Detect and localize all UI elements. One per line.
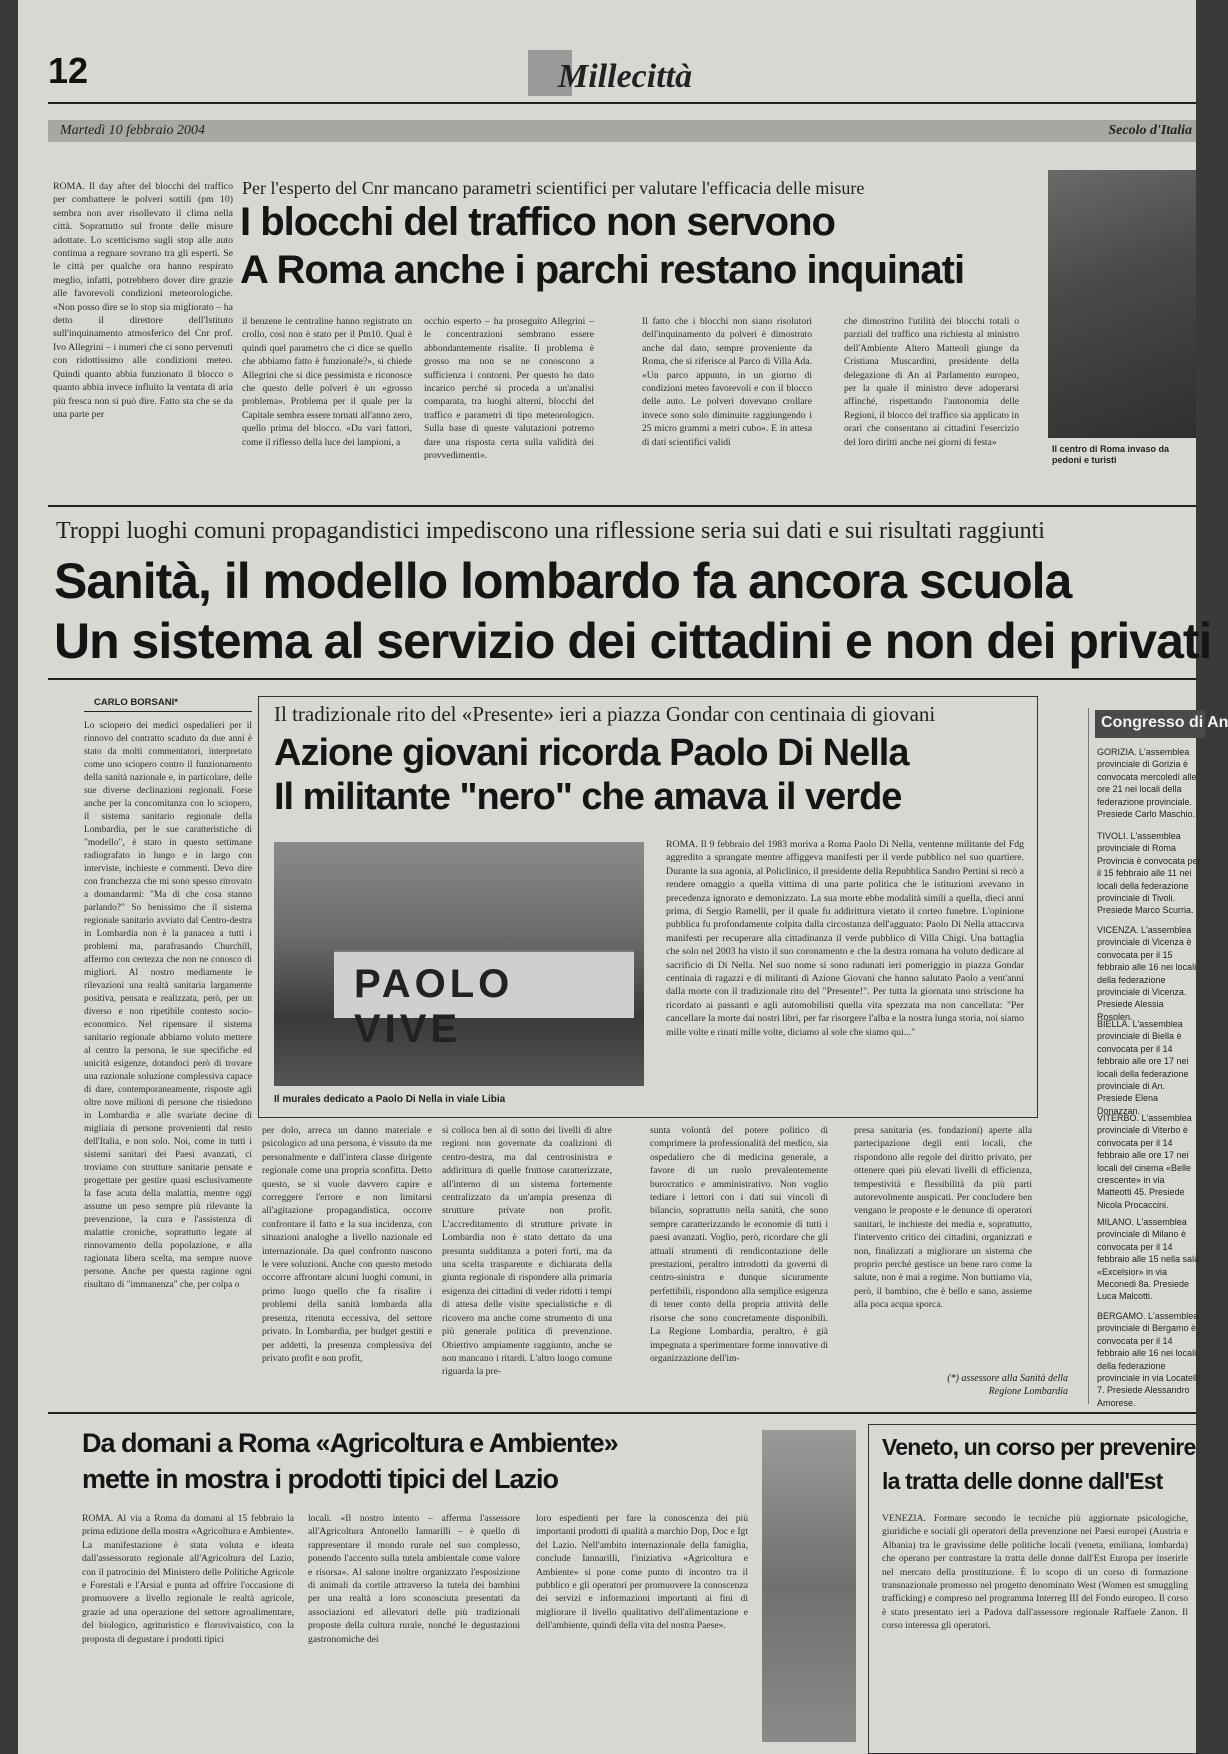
story5-headline2: la tratta delle donne dall'Est <box>882 1468 1163 1494</box>
story4-column-1: ROMA. Al via a Roma da domani al 15 febbraio la prima edizione della mostra «Agricoltura e Ambiente». La manifestazione è stata voluta e ideata dall'assessorato regionale all'Agricoltura del Lazio, con il patrocinio del Ministero delle Politiche Agricole e Forestali e l'Arsial e punta ad offrire l'occasione di promuovere a livello regionale le realtà agricole, grazie ad una operazione del settore agroalimentare, del biologico, agrituristico e florovivaistico, con la proposta di degustare i prodotti tipici <box>82 1513 294 1645</box>
story3-photo-caption: Il murales dedicato a Paolo Di Nella in viale Libia <box>274 1094 506 1105</box>
header-band <box>48 120 1196 142</box>
story3-headline1: Azione giovani ricorda Paolo Di Nella <box>274 732 909 774</box>
story2-column-5: presa sanitaria (es. fondazioni) aperte alla partecipazione degli enti locali, che rispondono alle regole del diritto privato, per ottenere quei più elevati livelli di efficienza, tempestività e flessibilità da più parti autorevolmente auspicati. Per concludere ben vengano le proposte e le denunce di operatori sanitari, le inchieste dei media e, soprattutto, l'intervento critico dei cittadini, organizzati e non, finalizzati a migliorare un sistema che proprio perché gestisce un bene raro come la salute, non è mai a regime. Non buttiamo via, però, il bambino, che è bello e sano, assieme alla poca acqua sporca. <box>854 1125 1032 1311</box>
sidebar-title-text: Congresso di An <box>1101 714 1228 731</box>
section-logo-text: Millecittà <box>558 58 693 95</box>
story2-column-1: Lo sciopero dei medici ospedalieri per il rinnovo del contratto scaduto da due anni è stato da molti commentatori, interpretato come uno sciopero contro il funzionamento della sanità nazionale e, in particolare, delle sue diverse declinazioni regionali. Forse anche per la concomitanza con lo sciopero, il sistema sanitario regionale della Lombardia, per le sue caratteristiche di "modello", è stato in questo settimane radiografato in lungo e in largo con interviste, inchieste e commenti. Devo dire con franchezza che mi sono spesso ritrovato a domandarmi: "Ma di che cosa stanno parlando?" So benissimo che il sistema regionale sanitario avviato dal Centro-destra in Lombardia non è la panacea a tutti i problemi ma, parafrasando Churchill, affermo con certezza che non ne conosco di migliori. Al nostro mediamente le rilevazioni una realtà sanitaria largamente positiva, pensata e realizzata, però, per un diverso e non ripetibile contesto socio-economico. Nel ripensare il sistema sanitario regionale abbiamo voluto mettere al centro la persona, le sue specifiche ed unicità esigenze, dotandoci però di trovare una razionale soluzione complessiva capace di dare, contemporaneamente, risposte agli oltre nove milioni di persone che risiedono in Lombardia e alle svariate decine di migliaia di persone provenienti dal resto dell'Italia, e non solo. Noi, come in tutti i sistemi sanitari dei Paesi avanzati, ci troviamo con strutture sanitarie pensate e progettate per gestire quasi esclusivamente la fase acuta della malattia, mentre oggi assume un peso sempre più rilevante la prevenzione, la cura e l'assistenza di malattie croniche, soprattutto legate al rinnovamento della popolazione, e alla ragionata libera scelta, ma sempre nuove persone. Anche per questa ragione ogni risultato di "immanenza" che, per colpa o <box>84 721 252 1290</box>
story1-kicker: Per l'esperto del Cnr mancano parametri scientifici per valutare l'efficacia delle misure <box>242 178 865 198</box>
mural-wall <box>334 950 634 1051</box>
story2-byline: CARLO BORSANI* <box>94 697 178 708</box>
story4-headline1: Da domani a Roma «Agricoltura e Ambiente» <box>82 1428 618 1458</box>
story1-headline2: A Roma anche i parchi restano inquinati <box>240 248 965 292</box>
header-rule <box>48 102 1196 104</box>
sidebar-title <box>1095 710 1228 738</box>
story3-photo <box>274 842 644 1086</box>
story5-body: VENEZIA. Formare secondo le tecniche più aggiornate psicologiche, giuridiche e sociali gli operatori della prevenzione nei Paesi europei (Austria e Albania) tra le gravissime delle politiche locali (veneta, emiliana, lombarda) che operano per contrastare la tratta delle donne dall'Est Europa per inserirle nel mercato della prostituzione. È lo scopo di un corso di formazione transnazionale promosso nel progetto denominato West (Women est smuggling trafficking) e compreso nel programma Interreg III del Fondo europeo. Il corso è stato presentato ieri a Padova dall'assessore regionale Raffaele Zanon. Il corso interessa gli operatori. <box>882 1513 1188 1632</box>
story2-headline-rule <box>48 678 1196 680</box>
story2-kicker: Troppi luoghi comuni propagandistici impediscono una riflessione seria sui dati e sui risultati raggiunti <box>56 518 1045 544</box>
masthead-right: Secolo d'Italia <box>1108 123 1192 138</box>
issue-date: Martedì 10 febbraio 2004 <box>60 123 206 138</box>
bottom-section-rule <box>48 1412 1196 1414</box>
story4-photo <box>762 1430 856 1742</box>
newspaper-page <box>18 0 1228 1754</box>
story2-signature: (*) assessore alla Sanità della Regione Lombardia <box>947 1373 1068 1397</box>
sidebar <box>1088 708 1228 1408</box>
story3-kicker: Il tradizionale rito del «Presente» ieri a piazza Gondar con centinaia di giovani <box>274 702 936 726</box>
story4-column-3: loro espedienti per fare la conoscenza dei più importanti prodotti di qualità a marchio Dop, Doc e Igt del Lazio. Nell'ambito internazionale della famiglia, conclude Iannarilli, l'iniziativa «Agricoltura e Ambiente» si pone come punto di incontro tra il pubblico e gli operatori per promuovere la conoscenza dei servizi e informazioni importanti ai fini di migliorare il livello qualitativo dell'alimentazione e dell'ambiente, quindi della vita del nostra Paese». <box>536 1513 748 1632</box>
story1-lead-column: ROMA. Il day after del blocchi del traffico per combattere le polveri sottili (pm 10) sembra non aver risollevato il clima nella città. Soprattutto sul fronte delle misure adottate. Lo scetticismo sugli stop alle auto continua a regnare sovrano tra gli esperti. Se le città per qualche ora hanno respirato meglio, infatti, potrebbero dover dire grazie alle favorevoli condizioni meteorologiche. «Non posso dire se lo stop sia migliorato – ha detto il direttore dell'Istituto sull'inquinamento atmosferico del Cnr prof. Ivo Allegrini – i numeri che ci sono pervenuti con ridottissimo alle condizioni meteo. Quindi quanto abbia funzionato il blocco o quanto abbia invece influito la ventata di aria più fresca non si può dire. Fatto sta che se da una parte per <box>53 181 233 420</box>
sidebar-item-milano: MILANO. L'assemblea provinciale di Milano è convocata per il 14 febbraio alle 15 nella sala «Excelsior» in via Meconedi 8a. Presiede Luca Malcotti. <box>1097 1217 1200 1302</box>
story5-headline1: Veneto, un corso per prevenire <box>882 1434 1196 1460</box>
sidebar-item-bergamo: BERGAMO. L'assemblea provinciale di Bergamo è convocata per il 14 febbraio alle 16 nei locali della federazione provinciale in via Locatelli 7. Presiede Alessandro Amorese. <box>1097 1311 1200 1408</box>
story4-headline2: mette in mostra i prodotti tipici del Lazio <box>82 1464 559 1494</box>
story4-column-2: locali. «Il nostro intento – afferma l'assessore all'Agricoltura Antonello Iannarilli – è quello di rappresentare il mondo rurale nel suo complesso, ponendo l'accento sulla tutela ambientale come valore e risorsa». Al salone inoltre organizzato l'esposizione di animali da cortile attraverso la tutela dei bambini per una realtà a loro sconosciuta presentati da associazioni ed allevatori delle più tradizionali proposte della cultura rurale, nonché le degustazioni gastronomiche dei <box>308 1513 520 1645</box>
story3-body: ROMA. Il 9 febbraio del 1983 moriva a Roma Paolo Di Nella, ventenne militante del Fdg aggredito a sprangate mentre affiggeva manifesti per il verde pubblico nel suo quartiere. Durante la sua agonia, al Policlinico, il presidente della Repubblica Sandro Pertini si recò a rendere omaggio a quella vittima di una parte politica che le istituzioni avevano in precedenza ignorato e demonizzato. La sua morte ebbe modalità simili a quella, dieci anni prima, di Sergio Ramelli, per il quale fu addirittura vietato il corteo funebre. L'opinione pubblica fu profondamente colpita dalla circostanza dell'agguato: Paolo Di Nella attaccava manifesti per recuperare alla cittadinanza il verde pubblico di Villa Chigi. Una battaglia che solo nel 2003 ha visto il suo coronamento e che la destra romana ha voluto dedicare al sacrificio di Di Nella. Nel suo nome si sono radunati ieri pomeriggio in piazza Gondar centinaia di ragazzi e di militanti di Azione Giovani che hanno salutato Paolo a vent'anni dalla morte con il tradizionale rito del "Presente!". Per tutta la giornata uno striscione ha ricordato ai passanti e agli automobilisti quella vita spezzata ma non cancellata: "Per cancellare la morte dai nostri libri, per far risorgere l'alba e la nostra lunga storia, noi siamo mille volte e rinati mille volte, diciamo al sole che siamo qui..." <box>666 839 1024 1038</box>
story1-photo-caption: Il centro di Roma invaso da pedoni e turisti <box>1052 444 1170 465</box>
mural-text: PAOLO VIVE <box>354 962 514 1051</box>
story-divider <box>48 505 1196 507</box>
sidebar-item-vicenza: VICENZA. L'assemblea provinciale di Vicenza è convocata per il 15 febbraio alle 16 nei locali della federazione provinciale di Vicenza. Presiede Alessia Rosolen. <box>1097 925 1197 1022</box>
story1-photo <box>1048 170 1196 438</box>
story1-column-4: Il fatto che i blocchi non siano risolutori dell'inquinamento da polveri è dimostrato anche dal dato, sempre proveniente da Roma, che si riferisce al Parco di Villa Ada. «Un parco appunto, in un giorno di condizioni meteo favorevoli e con il blocco delle auto. Le polveri dovevano crollare invece sono solo diminuite raggiungendo i 25 micro grammi a metri cubo». E in attesa di dati scientifici validi <box>642 316 812 448</box>
sidebar-item-viterbo: VITERBO. L'assemblea provinciale di Viterbo è convocata per il 14 febbraio alle ore 17 nei locali del cinema «Belle crescente» in via Matteotti 45. Presiede Nicola Procaccini. <box>1097 1113 1192 1210</box>
story1-column-3: occhio esperto – ha proseguito Allegrini – le concentrazioni sembrano essere abbondantemente risalite. Il problema è grosso ma non se ne conoscono a sufficienza i contorni. Per questo ho dato incarico perché si proceda a un'analisi comparata, tra luoghi alterni, blocchi del traffico e parametri di tipo meteorologico. Sulla base di queste valutazioni potremo dare una risposta certa sulla validità dei provvedimenti». <box>424 316 594 462</box>
page-number: 12 <box>48 50 89 91</box>
story3-headline2: Il militante "nero" che amava il verde <box>274 776 902 818</box>
sidebar-item-biella: BIELLA. L'assemblea provinciale di Biella è convocata per il 14 febbraio alle ore 17 nei locali della federazione provinciale di An. Presiede Elena Donazzan. <box>1097 1019 1189 1116</box>
sidebar-item-gorizia: GORIZIA. L'assemblea provinciale di Gorizia è convocata mercoledì alle ore 21 nei locali della federazione provinciale. Presiede Carlo Maschio. <box>1097 747 1197 820</box>
story1-headline1: I blocchi del traffico non servono <box>240 200 835 244</box>
sidebar-items <box>1097 746 1201 1408</box>
story2-column-4: sunta volontà del potere politico di comprimere la professionalità del medico, sia ospedaliero che di medicina generale, a favore di un ruolo prevalentemente burocratico e amministrativo. Non voglio tediare i lettori con i dati sui vincoli di bilancio, soprattutto nella sanità, che sono sempre caratterizzando le economie di tutti i paesi avanzati. Voglio, però, ricordare che gli attuali strumenti di rendicontazione delle prestazioni, peraltro introdotti da governi di centro-sinistra e dunque sicuramente perfettibili, rispondono alla semplice esigenza di tener conto della propria attività delle risorse che sono concretamente disponibili. La Regione Lombardia, peraltro, è già impegnata a sperimentare forme innovative di organizzazione dell'im- <box>650 1125 828 1364</box>
story2-column-3: si colloca ben al di sotto dei livelli di altre regioni non governate da coalizioni di centro-destra, ma dal centrosinistra e addirittura di quelle fruttose caratterizzate, all'interno di un sistema fortemente centralizzato da un'ampia presenza di strutture private non profit. L'accreditamento di strutture private in Lombardia non è stato dettato da una presunta sudditanza a poteri forti, ma da una scelta trasparente e dichiarata della giunta regionale di rispondere alla primaria esigenza dei cittadini di veder ridotti i tempi di attesa delle visite specialistiche e di ricovero ma anche come strumento di una più generale politica di prevenzione. Obiettivo ampiamente raggiunto, anche se non mancano i ritardi. L'altro luogo comune riguarda la pre- <box>442 1125 612 1378</box>
story2-column-2: per dolo, arreca un danno materiale e psicologico ad una persona, è vissuto da me personalmente e dall'intera classe dirigente regionale come una propria sconfitta. Detto questo, se si vuole davvero capire e correggere l'errore e non limitarsi all'agitazione propagandistica, occorre confrontare il fatto e la sua incidenza, con situazioni analoghe a livello nazionale ed internazionale. Da quel confronto nascono le vere soluzioni. Anche con questo metodo occorre affrontare alcuni luoghi comuni, in primo luogo quello che fa risalire i problemi della sanità lombarda alla presenza, ritenuta eccessiva, del settore privato. In Lombardia, per budget gestiti e per addetti, la presenza complessiva del privato profit e non profit, <box>262 1125 432 1364</box>
story2-headline1: Sanità, il modello lombardo fa ancora scuola <box>54 553 1072 609</box>
sidebar-item-tivoli: TIVOLI. L'assemblea provinciale di Roma Provincia è convocata per il 15 febbraio alle 11 nei locali della federazione provinciale di Tivoli. Presiede Marco Scurria. <box>1097 831 1201 916</box>
section-logo <box>528 50 692 96</box>
byline-rule <box>84 711 252 712</box>
story1-column-2: il benzene le centraline hanno registrato un crollo, così non è stato per il Pm10. Qual è quindi quel parametro che ci dice se quello che abbiamo fatto è funzionale?», si chiede Allegrini che si dice pessimista e riconosce che questo delle polveri è un «grosso problema». Problema per il quale per la Capitale sembra essere tornati all'anno zero, quello prima del blocco. «Da vari fattori, come il riflesso della luce dei lampioni, a <box>242 316 412 448</box>
story1-column-5: che dimostrino l'utilità dei blocchi totali o parziali del traffico una richiesta al ministro dell'Ambiente Altero Matteoli giunge da Cristiana Muscardini, presidente della delegazione di An al Parlamento europeo, per la quale il ministro deve adoperarsi affinché, rispettando l'autonomia delle Regioni, il blocco del traffico sia applicato in orari che consentano ai cittadini l'esercizio del loro diritti anche nei giorni di festa» <box>844 316 1019 448</box>
story2-headline2: Un sistema al servizio dei cittadini e non dei privati <box>54 613 1212 669</box>
